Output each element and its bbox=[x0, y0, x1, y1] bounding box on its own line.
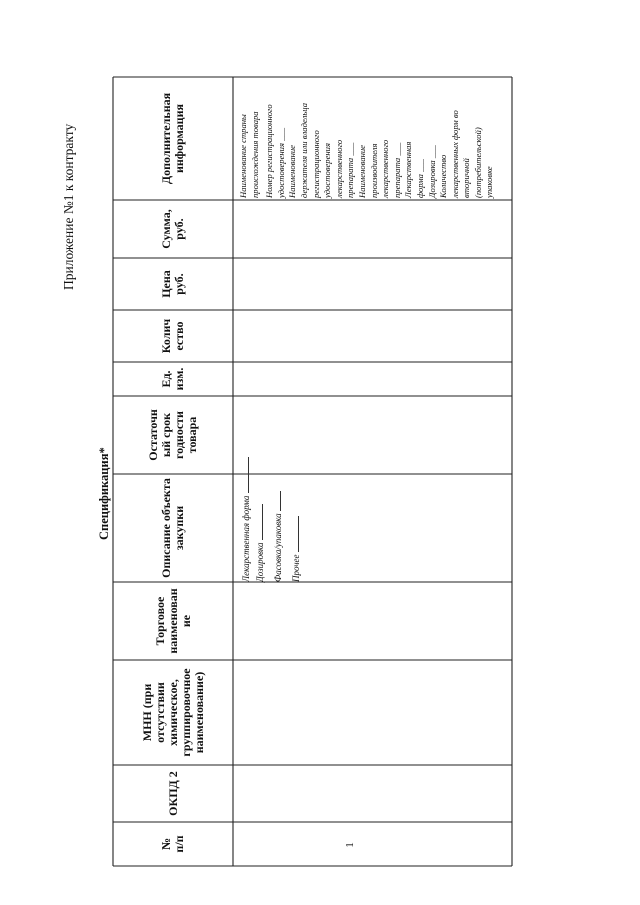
specification-title: Спецификация* bbox=[97, 447, 111, 540]
header-line: ый срок bbox=[159, 412, 173, 458]
info-line: Наименование bbox=[356, 144, 367, 198]
header-shelf bbox=[115, 396, 231, 474]
header-line: Цена bbox=[159, 270, 173, 298]
header-line: руб. bbox=[172, 273, 186, 295]
info-line: держателя или владельца bbox=[298, 102, 309, 198]
header-price bbox=[115, 258, 231, 310]
header-line: химическое, bbox=[165, 679, 180, 746]
info-line: Дозировка ___ bbox=[426, 145, 437, 198]
header-line: наименование) bbox=[191, 671, 206, 754]
info-line: удостоверения bbox=[322, 143, 333, 198]
header-mnn bbox=[115, 660, 231, 765]
header-line: МНН (при bbox=[139, 683, 154, 742]
header-line: годности bbox=[172, 411, 186, 459]
header-line: Сумма, bbox=[159, 209, 173, 249]
description-field: Прочее bbox=[290, 474, 302, 582]
header-line: Описание объекта bbox=[159, 478, 173, 578]
header-line: изм. bbox=[172, 367, 186, 391]
header-line: Дополнительная bbox=[159, 92, 173, 185]
info-line: лекарственного bbox=[333, 139, 344, 198]
info-line: препарата ___ bbox=[391, 142, 402, 198]
header-line: информация bbox=[172, 103, 186, 174]
header-trade bbox=[115, 582, 231, 660]
description-field: Фасовка/упаковка bbox=[272, 474, 284, 582]
header-line: № bbox=[159, 837, 173, 851]
header-line: отсутствии bbox=[152, 682, 167, 743]
additional-info-cell bbox=[238, 80, 508, 198]
header-desc bbox=[115, 474, 231, 582]
info-line: Наименование bbox=[287, 144, 298, 198]
header-line: п/п bbox=[172, 835, 186, 853]
info-line: препарата ___ bbox=[345, 142, 356, 198]
info-line: вторичной bbox=[461, 158, 472, 198]
header-num bbox=[115, 822, 231, 866]
info-line: (потребительской) bbox=[472, 127, 483, 198]
info-line: регистрационного bbox=[310, 130, 321, 198]
header-line: ОКПД 2 bbox=[165, 771, 180, 816]
header-okpd bbox=[115, 765, 231, 822]
info-line: происхождения товара bbox=[249, 111, 260, 198]
header-line: руб. bbox=[172, 218, 186, 240]
header-line: закупки bbox=[172, 505, 186, 551]
header-line: группировочное bbox=[178, 668, 193, 757]
header-line: ие bbox=[178, 614, 193, 628]
info-line: Лекарственная bbox=[403, 141, 414, 198]
info-line: форма ___ bbox=[414, 159, 425, 198]
header-qty bbox=[115, 310, 231, 362]
header-line: ество bbox=[172, 321, 186, 351]
info-line: Наименование страны bbox=[238, 114, 248, 198]
description-field: Лекарственная форма bbox=[240, 474, 252, 582]
info-line: Количество bbox=[438, 154, 449, 198]
info-line: лекарственных форм во bbox=[449, 110, 460, 198]
info-line: производителя bbox=[368, 143, 379, 198]
header-line: Остаточн bbox=[146, 409, 160, 461]
row-number: 1 bbox=[344, 842, 356, 848]
info-line: Номер регистрационного bbox=[264, 104, 275, 198]
header-info bbox=[115, 77, 231, 200]
header-line: наименован bbox=[165, 588, 180, 654]
description-field: Дозировка bbox=[254, 474, 266, 582]
header-line: Торговое bbox=[152, 596, 167, 646]
info-line: лекарственного bbox=[380, 139, 391, 198]
header-sum bbox=[115, 200, 231, 258]
header-line: Ед. bbox=[159, 370, 173, 388]
info-line: удостоверения ___ bbox=[275, 127, 286, 198]
info-line: упаковке bbox=[484, 166, 495, 198]
header-line: товара bbox=[185, 416, 199, 454]
description-cell bbox=[240, 474, 360, 582]
appendix-label: Приложение №1 к контракту bbox=[61, 123, 76, 290]
header-unit bbox=[115, 362, 231, 396]
header-line: Колич bbox=[159, 318, 173, 354]
